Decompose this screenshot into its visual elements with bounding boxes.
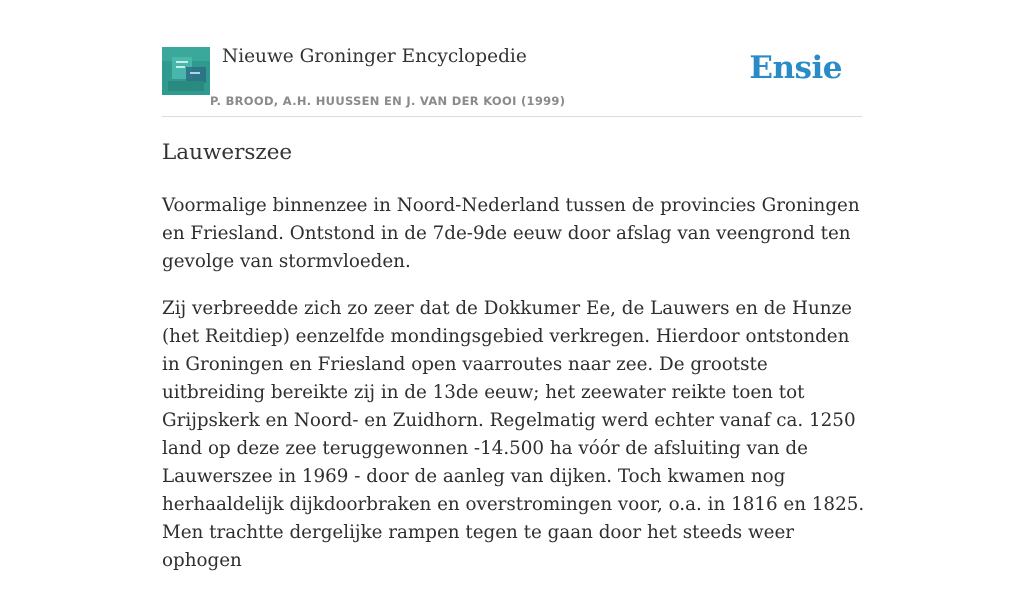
article-page — [162, 0, 865, 571]
book-cover-thumbnail-icon — [162, 47, 210, 95]
source-title[interactable]: Nieuwe Groninger Encyclopedie — [222, 46, 527, 67]
source-header — [162, 0, 862, 117]
article-paragraph: Voormalige binnenzee in Noord-Nederland tussen de provincies Groningen en Friesland. Ontstond in de 7de-9de eeuw door afslag van veengrond ten gevolge van stormvloeden. — [162, 195, 860, 272]
article-body — [162, 192, 867, 594]
source-authors: P. BROOD, A.H. HUUSSEN EN J. VAN DER KOOI (1999) — [210, 94, 566, 108]
ensie-brand-link[interactable]: Ensie — [749, 50, 842, 86]
article-title: Lauwerszee — [162, 140, 293, 165]
source-logo-icon[interactable] — [162, 47, 210, 95]
article-paragraph: Zij verbreedde zich zo zeer dat de Dokkumer Ee, de Lauwers en de Hunze (het Reitdiep) eenzelfde mondingsgebied verkregen. Hierdoor ontstonden in Groningen en Friesland open vaarroutes naar zee. De grootste uitbreiding bereikte zij in de 13de eeuw; het zeewater reikte toen tot Grijpskerk en Noord- en Zuidhorn. Regelmatig werd echter vanaf ca. 1250 land op deze zee teruggewonnen -14.500 ha vóór de afsluiting van de Lauwerszee in 1969 - door de aanleg van dijken. Toch kwamen nog herhaaldelijk dijkdoorbraken en overstromingen voor, o.a. in 1816 en 1825. Men trachtte dergelijke rampen tegen te gaan door het steeds weer ophogen — [162, 298, 865, 571]
